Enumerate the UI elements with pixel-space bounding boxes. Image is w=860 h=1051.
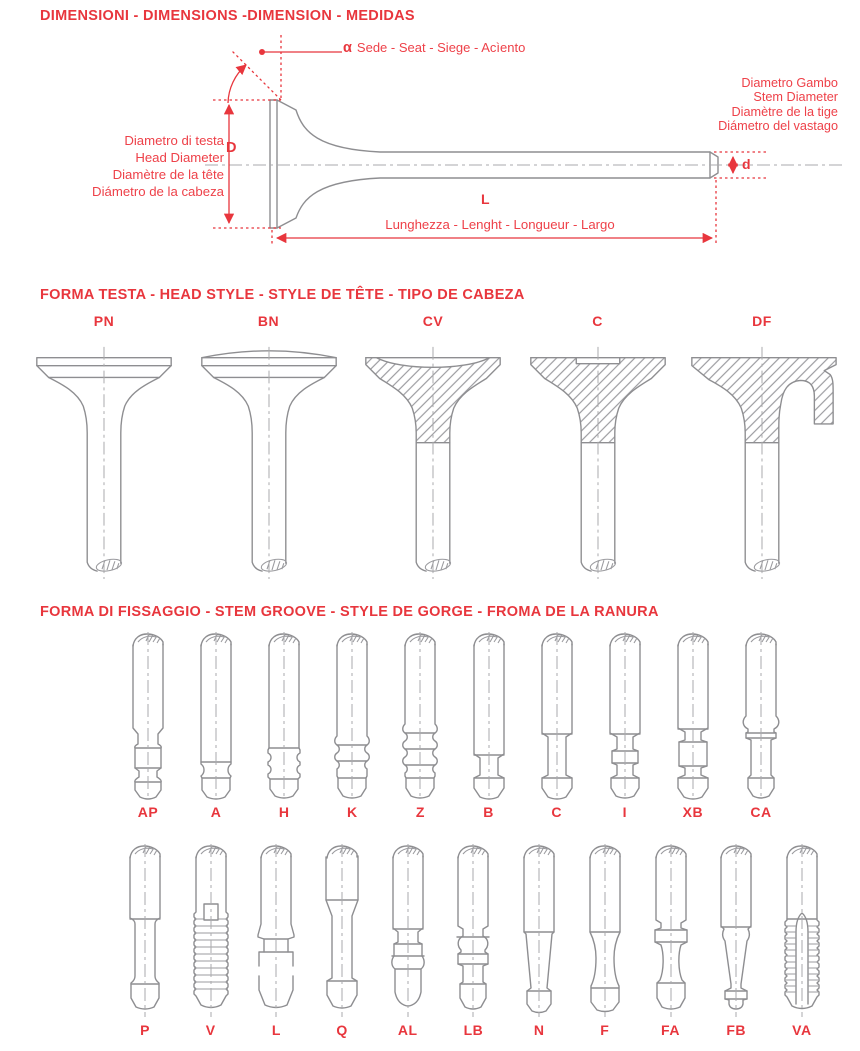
stem-groove-label: CA xyxy=(750,804,772,820)
head-style-c xyxy=(516,313,680,582)
stem-groove-q-drawing xyxy=(310,842,374,1020)
stem-groove-k xyxy=(320,630,384,820)
stem-groove-lb-drawing xyxy=(441,842,505,1020)
head-style-bn xyxy=(187,313,351,582)
stem-grooves-row2 xyxy=(113,842,834,1038)
stem-groove-label: C xyxy=(551,804,562,820)
dim-letter-D: D xyxy=(226,140,237,156)
stem-groove-c-drawing xyxy=(525,630,589,802)
stem-groove-f-drawing xyxy=(573,842,637,1020)
stem-diameter-line: Diamètre de la tige xyxy=(731,104,838,119)
stem-groove-label: L xyxy=(271,1022,281,1038)
stem-groove-h xyxy=(252,630,316,820)
stem-groove-q xyxy=(310,842,374,1038)
stem-groove-v xyxy=(179,842,243,1038)
head-style-cv-drawing xyxy=(351,335,515,582)
stem-groove-xb-drawing xyxy=(661,630,725,802)
stem-groove-label: AL xyxy=(397,1022,418,1038)
stem-groove-fa xyxy=(639,842,703,1038)
stem-groove-z xyxy=(388,630,452,820)
stem-groove-p-drawing xyxy=(113,842,177,1020)
head-diameter-line: Head Diameter xyxy=(135,149,224,165)
stem-grooves-row1 xyxy=(116,630,793,820)
stem-groove-fb-drawing xyxy=(704,842,768,1020)
stem-groove-i-drawing xyxy=(593,630,657,802)
head-diameter-line: Diametro di testa xyxy=(124,133,224,148)
stem-groove-c xyxy=(525,630,589,820)
stem-groove-label: A xyxy=(210,804,222,820)
dimensions-title: DIMENSIONI - DIMENSIONS -DIMENSION - MEDIDAS xyxy=(40,8,415,24)
stem-groove-ca xyxy=(729,630,793,820)
stem-groove-fa-drawing xyxy=(639,842,703,1020)
stem-groove-a-drawing xyxy=(184,630,248,802)
stem-groove-label: B xyxy=(483,804,494,820)
stem-groove-al-drawing xyxy=(376,842,440,1020)
stem-groove-ap-drawing xyxy=(116,630,180,802)
stem-groove-label: FA xyxy=(661,1022,680,1038)
stem-diameter-line: Diámetro del vastago xyxy=(718,118,838,133)
stem-groove-label: F xyxy=(600,1022,610,1038)
head-style-df xyxy=(680,313,844,582)
stem-groove-label: P xyxy=(140,1022,150,1038)
stem-groove-fb xyxy=(704,842,768,1038)
stem-groove-label: LB xyxy=(463,1022,484,1038)
stem-groove-va-drawing xyxy=(770,842,834,1020)
stem-grooves-title: FORMA DI FISSAGGIO - STEM GROOVE - STYLE DE GORGE - FROMA DE LA RANURA xyxy=(40,604,659,620)
stem-groove-v-drawing xyxy=(179,842,243,1020)
stem-groove-label: H xyxy=(278,804,290,820)
stem-groove-ap xyxy=(116,630,180,820)
stem-groove-label: V xyxy=(205,1022,216,1038)
stem-diameter-line: Diametro Gambo xyxy=(741,76,838,90)
dim-letter-d: d xyxy=(742,156,751,172)
head-style-label: DF xyxy=(752,313,772,329)
stem-groove-b xyxy=(457,630,521,820)
stem-groove-label: XB xyxy=(682,804,704,820)
stem-groove-n xyxy=(507,842,571,1038)
stem-groove-va xyxy=(770,842,834,1038)
stem-diameter-line: Stem Diameter xyxy=(753,90,838,105)
head-style-pn xyxy=(22,313,186,582)
stem-groove-label: I xyxy=(622,804,627,820)
head-styles-title: FORMA TESTA - HEAD STYLE - STYLE DE TÊTE - TIPO DE CABEZA xyxy=(40,287,525,303)
stem-groove-l-drawing xyxy=(244,842,308,1020)
stem-groove-lb xyxy=(441,842,505,1038)
stem-groove-label: AP xyxy=(137,804,159,820)
head-style-c-drawing xyxy=(516,335,680,582)
head-style-cv xyxy=(351,313,515,582)
stem-groove-k-drawing xyxy=(320,630,384,802)
stem-groove-a xyxy=(184,630,248,820)
head-style-label: BN xyxy=(257,313,280,329)
stem-groove-h-drawing xyxy=(252,630,316,802)
stem-groove-label: N xyxy=(533,1022,545,1038)
head-styles-row xyxy=(22,313,844,582)
stem-diameter-label xyxy=(598,76,838,133)
head-diameter-line: Diámetro de la cabeza xyxy=(92,183,224,199)
head-style-label: CV xyxy=(422,313,444,329)
alpha-symbol: α xyxy=(343,40,352,56)
stem-groove-label: VA xyxy=(792,1022,812,1038)
stem-groove-z-drawing xyxy=(388,630,452,802)
stem-groove-label: K xyxy=(347,804,358,820)
stem-groove-label: Z xyxy=(415,804,425,820)
stem-groove-l xyxy=(244,842,308,1038)
seat-angle-label xyxy=(343,39,525,57)
head-style-df-drawing xyxy=(680,335,844,582)
stem-groove-p xyxy=(113,842,177,1038)
stem-groove-n-drawing xyxy=(507,842,571,1020)
seat-label: Sede - Seat - Siege - Acìento xyxy=(356,40,526,55)
head-diameter-label xyxy=(2,133,224,201)
stem-groove-i xyxy=(593,630,657,820)
head-style-bn-drawing xyxy=(187,335,351,582)
stem-groove-label: FB xyxy=(726,1022,747,1038)
stem-groove-xb xyxy=(661,630,725,820)
stem-groove-al xyxy=(376,842,440,1038)
stem-groove-b-drawing xyxy=(457,630,521,802)
head-diameter-line: Diamètre de la tête xyxy=(112,166,224,182)
head-style-label: PN xyxy=(93,313,115,329)
head-style-label: C xyxy=(592,313,603,329)
head-style-pn-drawing xyxy=(22,335,186,582)
dim-letter-L: L xyxy=(481,191,490,207)
length-label: Lunghezza - Lenght - Longueur - Largo xyxy=(385,217,615,232)
stem-groove-f xyxy=(573,842,637,1038)
stem-groove-ca-drawing xyxy=(729,630,793,802)
stem-groove-label: Q xyxy=(336,1022,348,1038)
